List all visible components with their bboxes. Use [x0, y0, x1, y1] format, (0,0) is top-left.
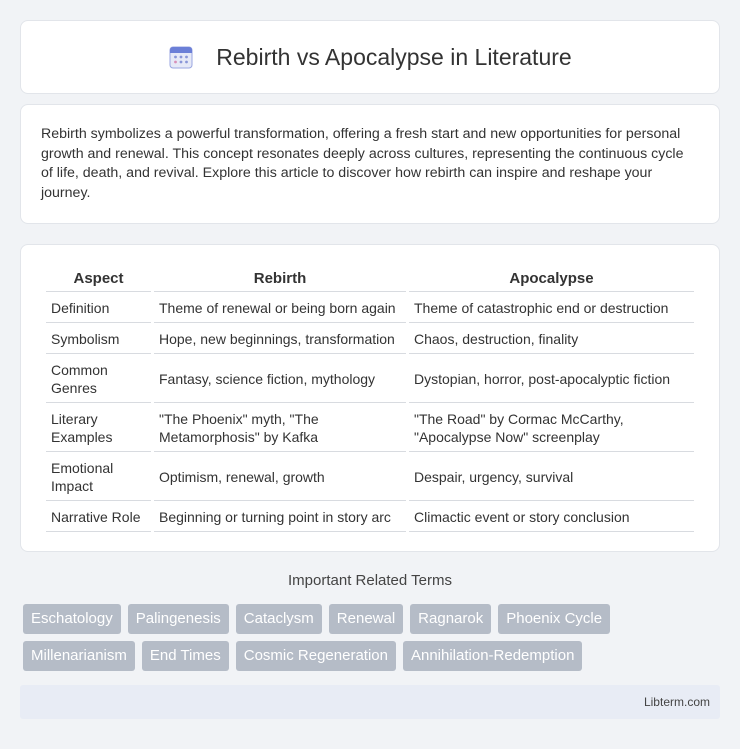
tag-palingenesis[interactable]: Palingenesis: [128, 604, 229, 634]
apocalypse-cell: Theme of catastrophic end or destruction: [409, 294, 694, 323]
apocalypse-cell: Dystopian, horror, post-apocalyptic fiction: [409, 356, 694, 403]
footer: [20, 685, 720, 719]
apocalypse-cell: Chaos, destruction, finality: [409, 325, 694, 354]
tag-eschatology[interactable]: Eschatology: [23, 604, 121, 634]
aspect-cell: Literary Examples: [46, 405, 151, 452]
tag-annihilation-redemption[interactable]: Annihilation-Redemption: [403, 641, 582, 671]
rebirth-cell: Fantasy, science fiction, mythology: [154, 356, 406, 403]
header-rebirth: Rebirth: [154, 265, 406, 292]
apocalypse-cell: Climactic event or story conclusion: [409, 503, 694, 532]
header-apocalypse: Apocalypse: [409, 265, 694, 292]
table-row: [46, 454, 694, 501]
table-row: [46, 405, 694, 452]
rebirth-cell: Optimism, renewal, growth: [154, 454, 406, 501]
table-row: [46, 325, 694, 354]
tag-phoenix-cycle[interactable]: Phoenix Cycle: [498, 604, 610, 634]
table-row: [46, 503, 694, 532]
aspect-cell: Common Genres: [46, 356, 151, 403]
rebirth-cell: "The Phoenix" myth, "The Metamorphosis" by Kafka: [154, 405, 406, 452]
comparison-table: [43, 263, 697, 534]
intro-text: Rebirth symbolizes a powerful transformation, offering a fresh start and new opportunities for personal growth and renewal. This concept resonates deeply across cultures, representing the continuous cycle of life, death, and revival. Explore this article to discover how rebirth can inspire and reshape your journey.: [41, 126, 684, 201]
tag-cosmic-regeneration[interactable]: Cosmic Regeneration: [236, 641, 396, 671]
table-row: [46, 294, 694, 323]
tag-cataclysm[interactable]: Cataclysm: [236, 604, 322, 634]
comparison-card: [20, 244, 720, 552]
table-header-row: [46, 265, 694, 292]
aspect-cell: Definition: [46, 294, 151, 323]
aspect-cell: Emotional Impact: [46, 454, 151, 501]
table-row: [46, 356, 694, 403]
related-terms-list: [23, 604, 723, 671]
aspect-cell: Symbolism: [46, 325, 151, 354]
aspect-cell: Narrative Role: [46, 503, 151, 532]
related-terms-title: Important Related Terms: [288, 572, 452, 589]
footer-site-link[interactable]: Libterm.com: [643, 695, 710, 709]
tag-ragnarok[interactable]: Ragnarok: [410, 604, 491, 634]
apocalypse-cell: "The Road" by Cormac McCarthy, "Apocalypse Now" screenplay: [409, 405, 694, 452]
header-aspect: Aspect: [46, 265, 151, 292]
tag-end-times[interactable]: End Times: [142, 641, 229, 671]
rebirth-cell: Hope, new beginnings, transformation: [154, 325, 406, 354]
header-card: [20, 20, 720, 94]
intro-card: [20, 104, 720, 224]
tag-millenarianism[interactable]: Millenarianism: [23, 641, 135, 671]
rebirth-cell: Beginning or turning point in story arc: [154, 503, 406, 532]
calendar-icon: [168, 44, 194, 70]
tag-renewal[interactable]: Renewal: [329, 604, 403, 634]
rebirth-cell: Theme of renewal or being born again: [154, 294, 406, 323]
apocalypse-cell: Despair, urgency, survival: [409, 454, 694, 501]
page-title: Rebirth vs Apocalypse in Literature: [216, 43, 572, 70]
